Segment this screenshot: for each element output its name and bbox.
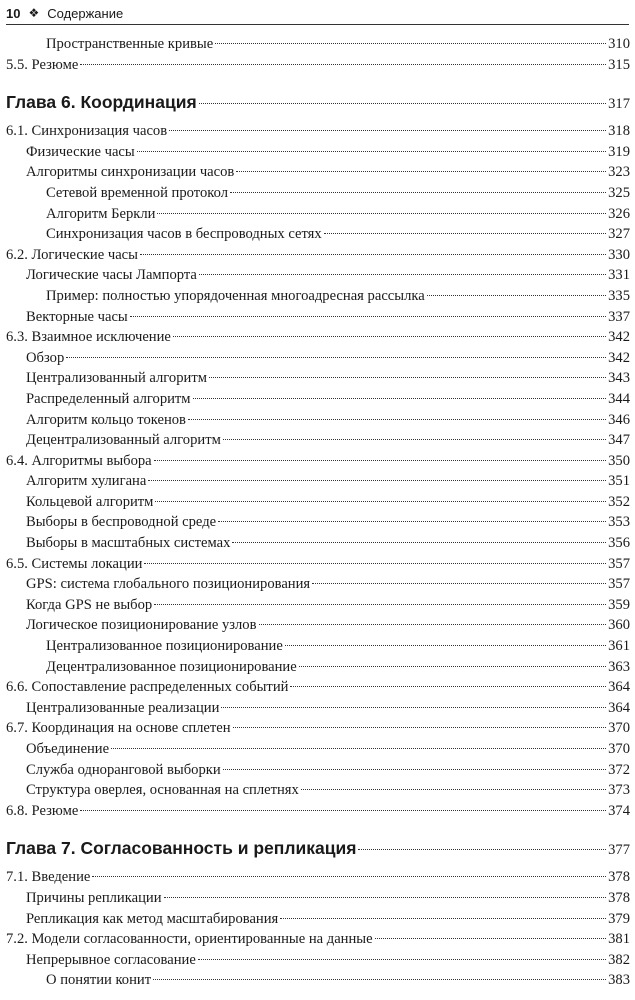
toc-entry[interactable]	[6, 162, 630, 183]
dot-leader	[280, 918, 606, 919]
toc-entry-title: 6.2. Логические часы	[6, 246, 138, 263]
dot-leader	[259, 624, 607, 625]
page-number: 10	[6, 5, 21, 21]
toc-entry-title: Централизованные реализации	[26, 699, 220, 716]
toc-entry-page: 350	[608, 452, 630, 469]
toc-entry[interactable]	[6, 950, 630, 971]
dot-leader	[92, 876, 606, 877]
dot-leader	[215, 43, 606, 44]
toc-entry[interactable]	[6, 554, 630, 575]
toc-entry-title: О понятии конит	[46, 972, 152, 989]
toc-entry-title: Выборы в беспроводной среде	[26, 514, 217, 531]
toc-entry-page: 353	[608, 514, 630, 531]
toc-entry-page: 379	[608, 910, 630, 927]
toc-entry[interactable]	[6, 867, 630, 888]
toc-entry-title: 7.2. Модели согласованности, ориентированные на данные	[6, 931, 373, 948]
toc-entry[interactable]	[6, 286, 630, 307]
dot-leader	[290, 686, 606, 687]
toc-entry[interactable]	[6, 636, 630, 657]
dot-leader	[154, 460, 606, 461]
dot-leader	[148, 480, 606, 481]
toc-entry[interactable]	[6, 204, 630, 225]
dot-leader	[236, 171, 606, 172]
toc-entry[interactable]	[6, 265, 630, 286]
dot-leader	[144, 563, 606, 564]
toc-entry-title: Причины репликации	[26, 889, 162, 906]
toc-entry-title: Децентрализованный алгоритм	[26, 432, 221, 449]
toc-chapter-entry[interactable]	[6, 85, 630, 119]
toc-entry-title: Алгоритм Беркли	[46, 205, 156, 222]
toc-entry[interactable]	[6, 389, 630, 410]
toc-entry-page: 342	[608, 329, 630, 346]
toc-entry-title: Сетевой временной протокол	[46, 184, 228, 201]
toc-chapter-entry[interactable]	[6, 831, 630, 865]
toc-entry-title: Централизованное позиционирование	[46, 638, 283, 655]
toc-entry[interactable]	[6, 595, 630, 616]
toc-entry[interactable]	[6, 183, 630, 204]
toc-entry[interactable]	[6, 34, 630, 55]
toc-entry[interactable]	[6, 410, 630, 431]
toc-entry-page: 357	[608, 576, 630, 593]
toc-entry[interactable]	[6, 718, 630, 739]
toc-entry-title: Объединение	[26, 741, 110, 757]
toc-entry-page: 363	[608, 658, 630, 675]
dot-leader	[154, 604, 606, 605]
toc-entry-title: 6.7. Координация на основе сплетен	[6, 720, 231, 737]
toc-entry-page: 326	[608, 205, 630, 222]
toc-entry[interactable]	[6, 657, 630, 678]
dot-leader	[173, 336, 606, 337]
dot-leader	[199, 103, 606, 104]
dot-leader	[198, 959, 606, 960]
toc-entry-page: 343	[608, 370, 630, 387]
dot-leader	[312, 583, 606, 584]
dot-leader	[66, 357, 606, 358]
toc-entry-title: Распределенный алгоритм	[26, 390, 191, 407]
toc-entry-page: 378	[608, 889, 630, 906]
toc-entry-page: 351	[608, 473, 630, 490]
dot-leader	[230, 192, 606, 193]
toc-entry-title: Пример: полностью упорядоченная многоадресная рассылка	[46, 287, 425, 304]
toc-entry-page: 335	[608, 287, 630, 304]
header-title: Содержание	[47, 5, 124, 21]
toc-entry-page: 372	[608, 761, 630, 778]
dot-leader	[193, 398, 607, 399]
toc-entry[interactable]	[6, 55, 630, 76]
toc-entry-title: Глава 7. Согласованность и репликация	[6, 838, 357, 859]
toc-entry-page: 318	[608, 123, 630, 140]
toc-entry-page: 310	[608, 36, 630, 52]
toc-entry-title: GPS: система глобального позиционирования	[26, 576, 311, 593]
toc-entry[interactable]	[6, 698, 630, 719]
dot-leader	[169, 130, 606, 131]
dot-leader	[155, 501, 606, 502]
toc-entry-page: 373	[608, 782, 630, 799]
toc-entry-page: 347	[608, 432, 630, 449]
toc-entry-title: Логическое позиционирование узлов	[26, 617, 257, 634]
toc-entry-title: Векторные часы	[26, 308, 128, 325]
dot-leader	[223, 769, 606, 770]
toc-entry[interactable]	[6, 142, 630, 163]
dot-leader	[218, 521, 606, 522]
toc-entry[interactable]	[6, 888, 630, 909]
toc-entry-title: 5.5. Резюме	[6, 56, 79, 73]
dot-leader	[324, 233, 606, 234]
toc-entry[interactable]	[6, 307, 630, 328]
toc-entry-page: 315	[608, 56, 630, 73]
toc-entry-page: 352	[608, 493, 630, 510]
toc-entry-page: 370	[608, 741, 630, 757]
toc-entry[interactable]	[6, 677, 630, 698]
toc-entry-page: 359	[608, 596, 630, 613]
dot-leader	[232, 542, 606, 543]
toc-entry-page: 331	[608, 267, 630, 284]
dot-leader	[137, 151, 606, 152]
toc-entry-title: Глава 6. Координация	[6, 92, 197, 113]
toc-entry-title: Алгоритм кольцо токенов	[26, 411, 186, 428]
toc-entry[interactable]	[6, 574, 630, 595]
toc-entry-title: Служба одноранговой выборки	[26, 761, 221, 778]
dot-leader	[223, 439, 606, 440]
toc-entry-page: 337	[608, 308, 630, 325]
toc-entry-page: 378	[608, 869, 630, 886]
dot-leader	[299, 666, 606, 667]
toc-entry[interactable]	[6, 224, 630, 245]
toc-entry-page: 342	[608, 349, 630, 366]
dot-leader	[221, 707, 606, 708]
dot-leader	[233, 727, 607, 728]
toc-entry-page: 383	[608, 972, 630, 989]
toc-entry-title: Децентрализованное позиционирование	[46, 658, 297, 675]
dot-leader	[188, 419, 606, 420]
toc-entry-title: Логические часы Лампорта	[26, 267, 197, 284]
toc-entry-title: Репликация как метод масштабирования	[26, 910, 279, 927]
toc-entry-page: 364	[608, 679, 630, 696]
dot-leader	[209, 377, 606, 378]
toc-entry[interactable]	[6, 121, 630, 142]
toc-entry-page: 319	[608, 143, 630, 160]
dot-leader	[80, 64, 606, 65]
toc-entry[interactable]	[6, 492, 630, 513]
dot-leader	[375, 938, 607, 939]
dot-leader	[358, 849, 606, 850]
toc-entry-page: 381	[608, 931, 630, 948]
toc-entry[interactable]	[6, 760, 630, 781]
toc-entry-title: Непрерывное согласование	[26, 951, 196, 968]
toc-entry[interactable]	[6, 451, 630, 472]
toc-entry-title: 6.6. Сопоставление распределенных событий	[6, 679, 289, 696]
toc-entry-page: 374	[608, 802, 630, 819]
toc-entry-page: 344	[608, 390, 630, 407]
toc-entry[interactable]	[6, 780, 630, 801]
toc-entry-title: Централизованный алгоритм	[26, 370, 207, 387]
toc-entry-page: 361	[608, 638, 630, 655]
toc-entry-title: Пространственные кривые	[46, 36, 214, 52]
dot-leader	[157, 213, 606, 214]
table-of-contents	[6, 34, 630, 991]
toc-entry-title: 6.8. Резюме	[6, 802, 79, 819]
toc-entry-page: 356	[608, 535, 630, 552]
running-header	[6, 2, 629, 24]
toc-entry[interactable]	[6, 368, 630, 389]
toc-entry-title: Обзор	[26, 349, 65, 366]
toc-entry-page: 330	[608, 246, 630, 263]
toc-entry[interactable]	[6, 430, 630, 451]
toc-entry-page: 323	[608, 164, 630, 181]
toc-entry-title: Когда GPS не выбор	[26, 596, 153, 613]
dot-leader	[427, 295, 606, 296]
toc-entry-title: 6.1. Синхронизация часов	[6, 123, 168, 140]
dot-leader	[164, 897, 607, 898]
toc-entry-title: 6.5. Системы локации	[6, 555, 143, 572]
header-rule	[6, 24, 629, 25]
toc-entry-page: 370	[608, 720, 630, 737]
toc-entry-title: Физические часы	[26, 143, 135, 160]
ornament-icon: ❖	[28, 6, 40, 20]
toc-entry[interactable]	[6, 327, 630, 348]
toc-entry[interactable]	[6, 801, 630, 822]
toc-entry[interactable]	[6, 909, 630, 930]
toc-entry-page: 327	[608, 226, 630, 243]
toc-entry[interactable]	[6, 348, 630, 369]
dot-leader	[80, 810, 606, 811]
toc-entry-title: 6.4. Алгоритмы выбора	[6, 452, 152, 469]
toc-entry-page: 382	[608, 951, 630, 968]
toc-entry-title: Выборы в масштабных системах	[26, 535, 231, 552]
toc-entry-page: 346	[608, 411, 630, 428]
toc-entry[interactable]	[6, 739, 630, 760]
dot-leader	[285, 645, 606, 646]
toc-entry-page: 317	[608, 96, 630, 113]
toc-entry-page: 360	[608, 617, 630, 634]
toc-entry-title: Структура оверлея, основанная на сплетнях	[26, 782, 299, 799]
dot-leader	[140, 254, 606, 255]
toc-entry-title: 7.1. Введение	[6, 869, 91, 886]
dot-leader	[199, 274, 606, 275]
toc-entry[interactable]	[6, 471, 630, 492]
toc-entry[interactable]	[6, 970, 630, 991]
toc-entry[interactable]	[6, 533, 630, 554]
dot-leader	[301, 789, 606, 790]
toc-entry[interactable]	[6, 615, 630, 636]
dot-leader	[153, 979, 606, 980]
toc-entry-page: 377	[608, 842, 630, 859]
toc-entry-title: Кольцевой алгоритм	[26, 493, 154, 510]
toc-entry[interactable]	[6, 512, 630, 533]
dot-leader	[111, 748, 606, 749]
toc-entry[interactable]	[6, 245, 630, 266]
toc-entry[interactable]	[6, 929, 630, 950]
toc-entry-page: 325	[608, 184, 630, 201]
toc-entry-page: 364	[608, 699, 630, 716]
toc-entry-title: Алгоритм хулигана	[26, 473, 147, 490]
dot-leader	[130, 316, 606, 317]
toc-entry-title: 6.3. Взаимное исключение	[6, 329, 171, 346]
toc-entry-title: Алгоритмы синхронизации часов	[26, 164, 235, 181]
toc-entry-page: 357	[608, 555, 630, 572]
toc-entry-title: Синхронизация часов в беспроводных сетях	[46, 226, 322, 243]
